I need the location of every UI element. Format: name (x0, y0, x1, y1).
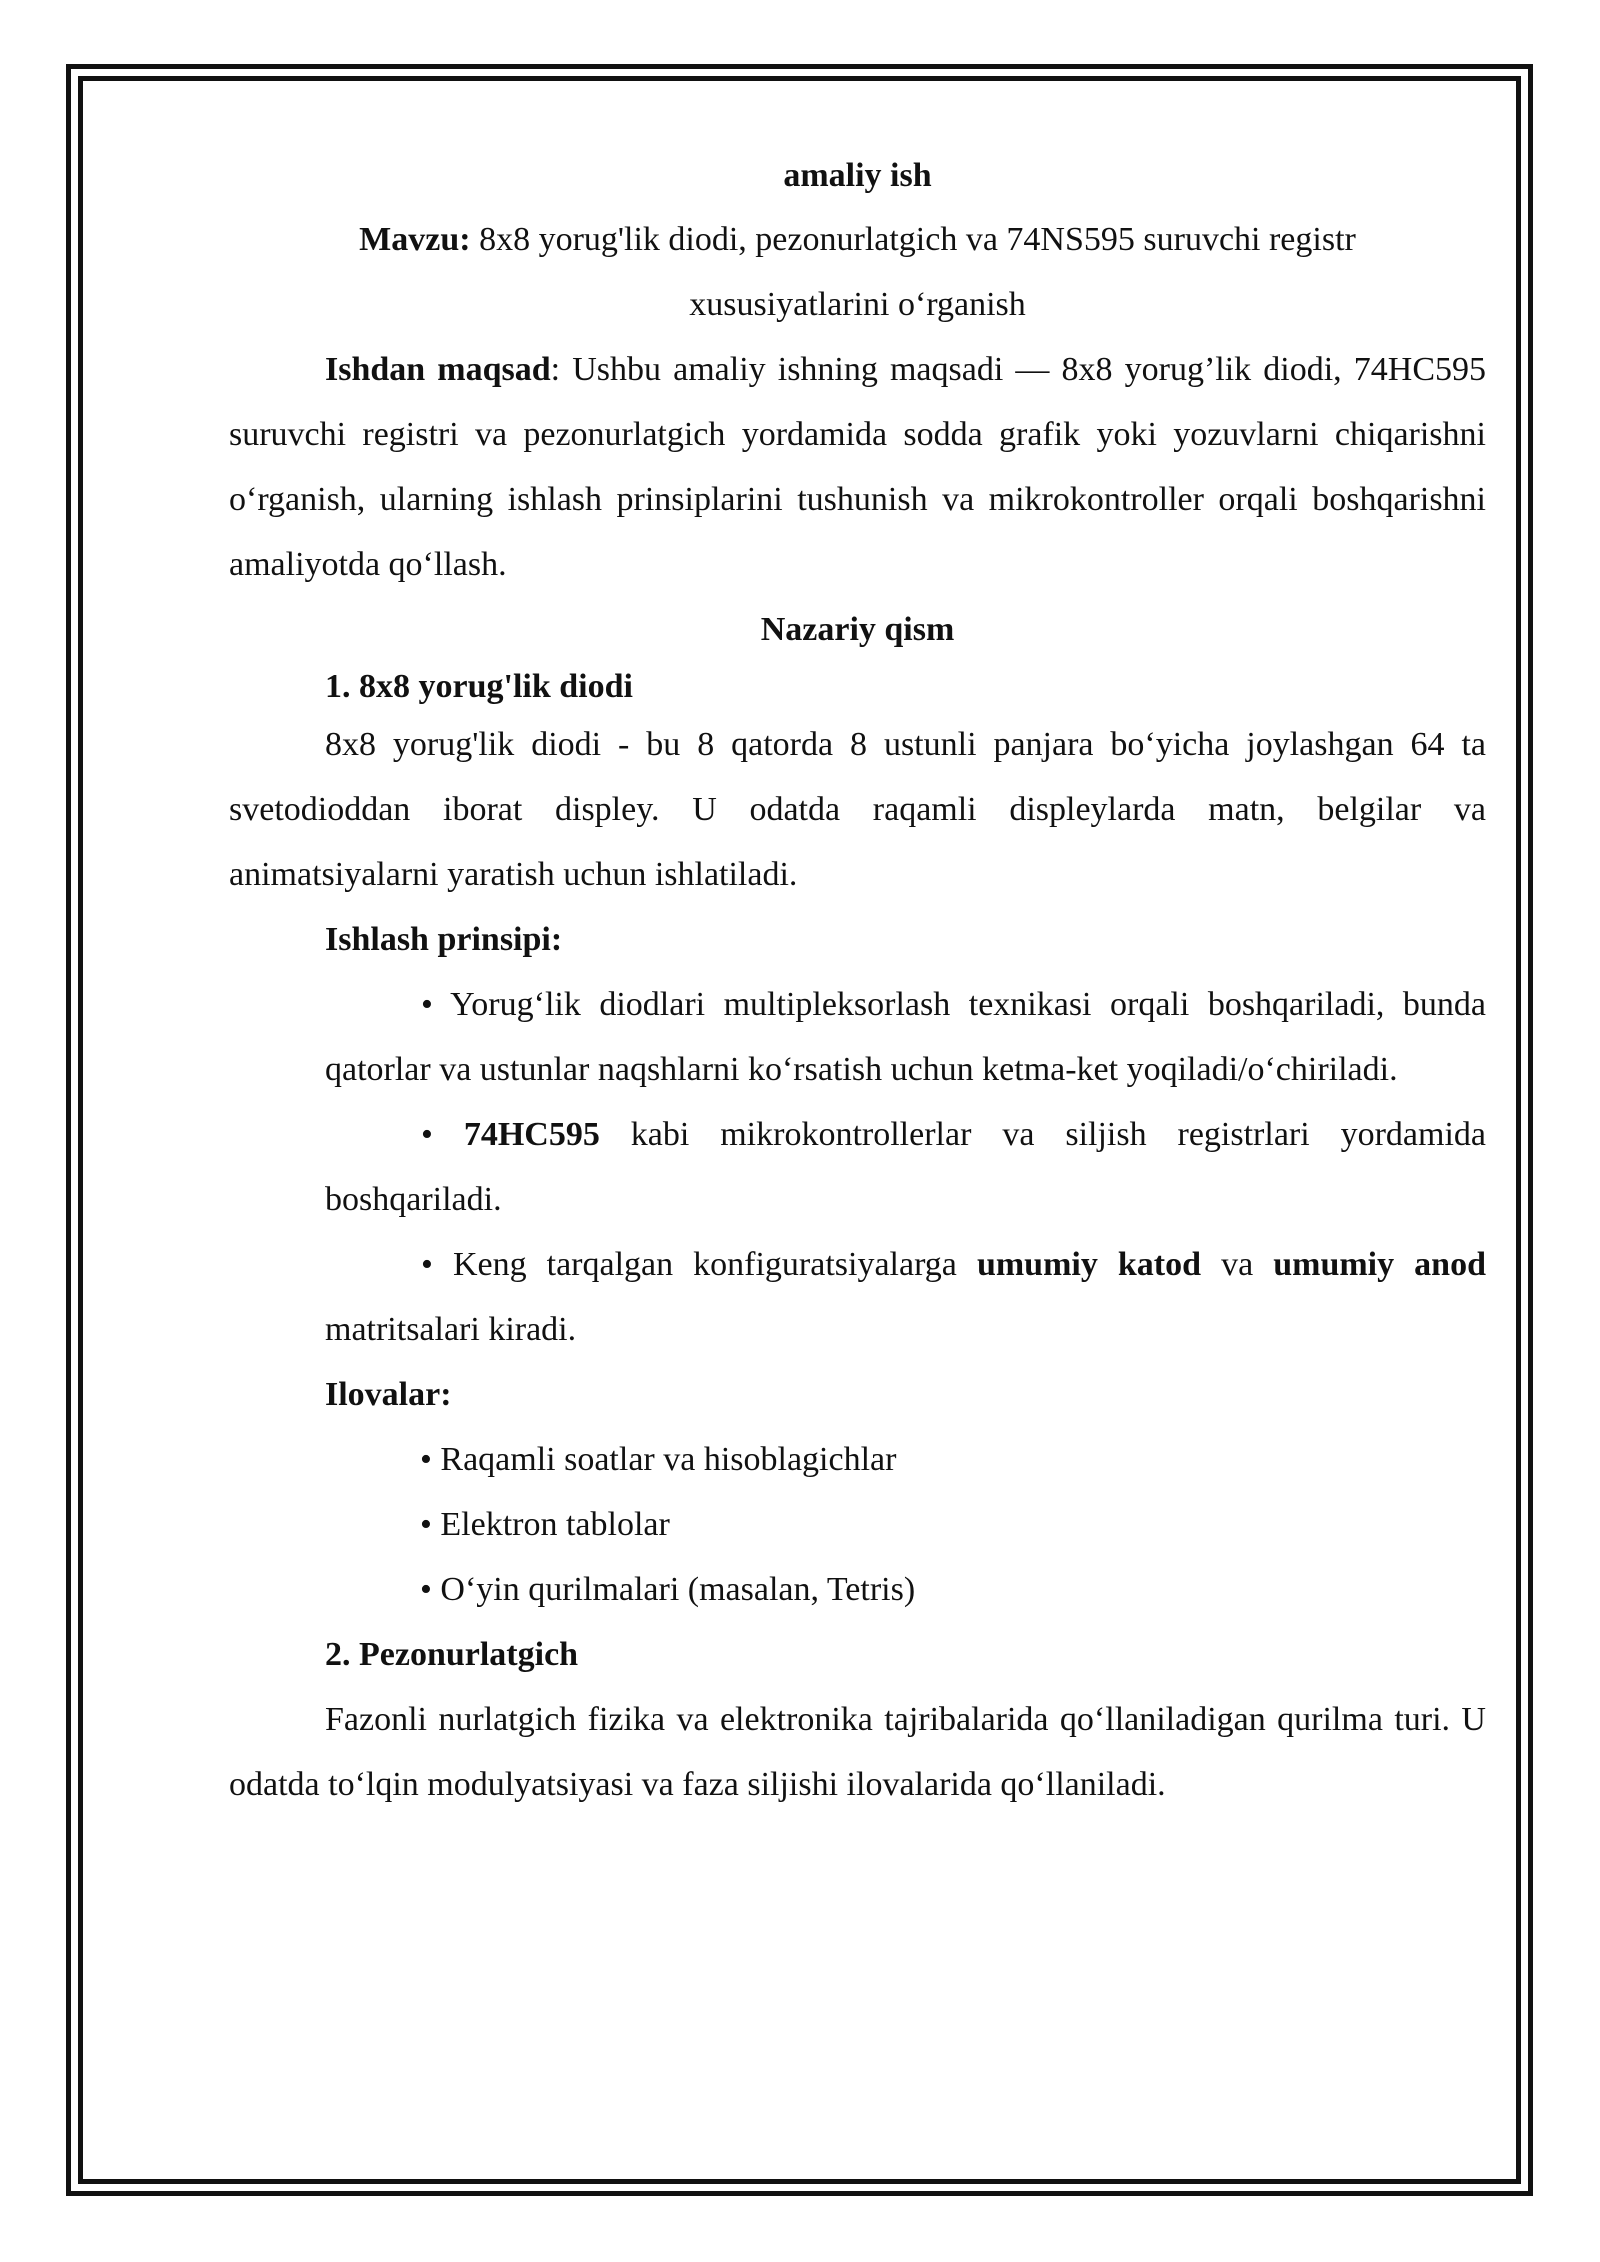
principle-bullet-1: • Yorug‘lik diodlari multipleksorlash texnikasi orqali boshqariladi, bunda qatorlar va ustunlar naqshlarni ko‘rsatish uchun ketma-ket yoqiladi/o‘chiriladi. (325, 986, 1486, 1088)
bullet-3-bold-1: umumiy katod (976, 1246, 1202, 1283)
principle-bullet-2 (325, 1102, 1486, 1232)
principle-bullet-3 (325, 1232, 1486, 1362)
bullet-2-bold: 74HC595 (463, 1116, 600, 1153)
principle-list (229, 972, 1486, 1362)
goal-label: Ishdan maqsad (325, 351, 551, 388)
application-item: • O‘yin qurilmalari (masalan, Tetris) (420, 1571, 916, 1608)
applications-heading: Ilovalar: (325, 1376, 452, 1413)
bullet-3-mid: va (1201, 1246, 1274, 1283)
section-2-heading: 2. Pezonurlatgich (325, 1636, 579, 1673)
topic-label: Mavzu: (359, 221, 471, 258)
bullet-2-prefix: • (421, 1116, 464, 1153)
principle-heading: Ishlash prinsipi: (325, 921, 563, 958)
bullet-3-prefix: • Keng tarqalgan konfiguratsiyalarga (421, 1246, 977, 1283)
bullet-2-rest: kabi mikrokontrollerlar va siljish registrlari yordamida boshqariladi. (325, 1116, 1487, 1218)
bullet-3-bold-2: umumiy anod (1273, 1246, 1486, 1283)
section-1-paragraph: 8x8 yorug'lik diodi - bu 8 qatorda 8 ustunli panjara bo‘yicha joylashgan 64 ta svetodioddan iborat displey. U odatda raqamli displeylarda matn, belgilar va animatsiyalarni yaratish uchun ishlatiladi. (229, 726, 1486, 893)
goal-text: : Ushbu amaliy ishning maqsadi — 8x8 yorug’lik diodi, 74HC595 suruvchi registri va pezonurlatgich yordamida sodda grafik yoki yozuvlarni chiqarishni o‘rganish, ularning ishlash prinsiplarini tushunish va mikrokontroller orqali boshqarishni amaliyotda qo‘llash. (229, 351, 1486, 583)
application-item: • Raqamli soatlar va hisoblagichlar (420, 1441, 897, 1478)
bullet-3-rest: matritsalari kiradi. (325, 1311, 577, 1348)
application-item: • Elektron tablolar (420, 1506, 670, 1543)
section-2-paragraph: Fazonli nurlatgich fizika va elektronika tajribalarida qo‘llaniladigan qurilma turi. U odatda to‘lqin modulyatsiyasi va faza siljishi ilovalarida qo‘llaniladi. (229, 1701, 1486, 1803)
topic-line-2: xususiyatlarini o‘rganish (689, 286, 1026, 323)
document-body (229, 145, 1486, 1817)
topic-line-1 (229, 207, 1486, 272)
document-title: amaliy ish (783, 157, 932, 194)
section-1-heading: 1. 8x8 yorug'lik diodi (325, 668, 633, 705)
theory-heading: Nazariy qism (760, 611, 955, 648)
topic-text-1: 8x8 yorug'lik diodi, pezonurlatgich va 74NS595 suruvchi registr (470, 221, 1356, 258)
goal-paragraph (229, 337, 1486, 597)
